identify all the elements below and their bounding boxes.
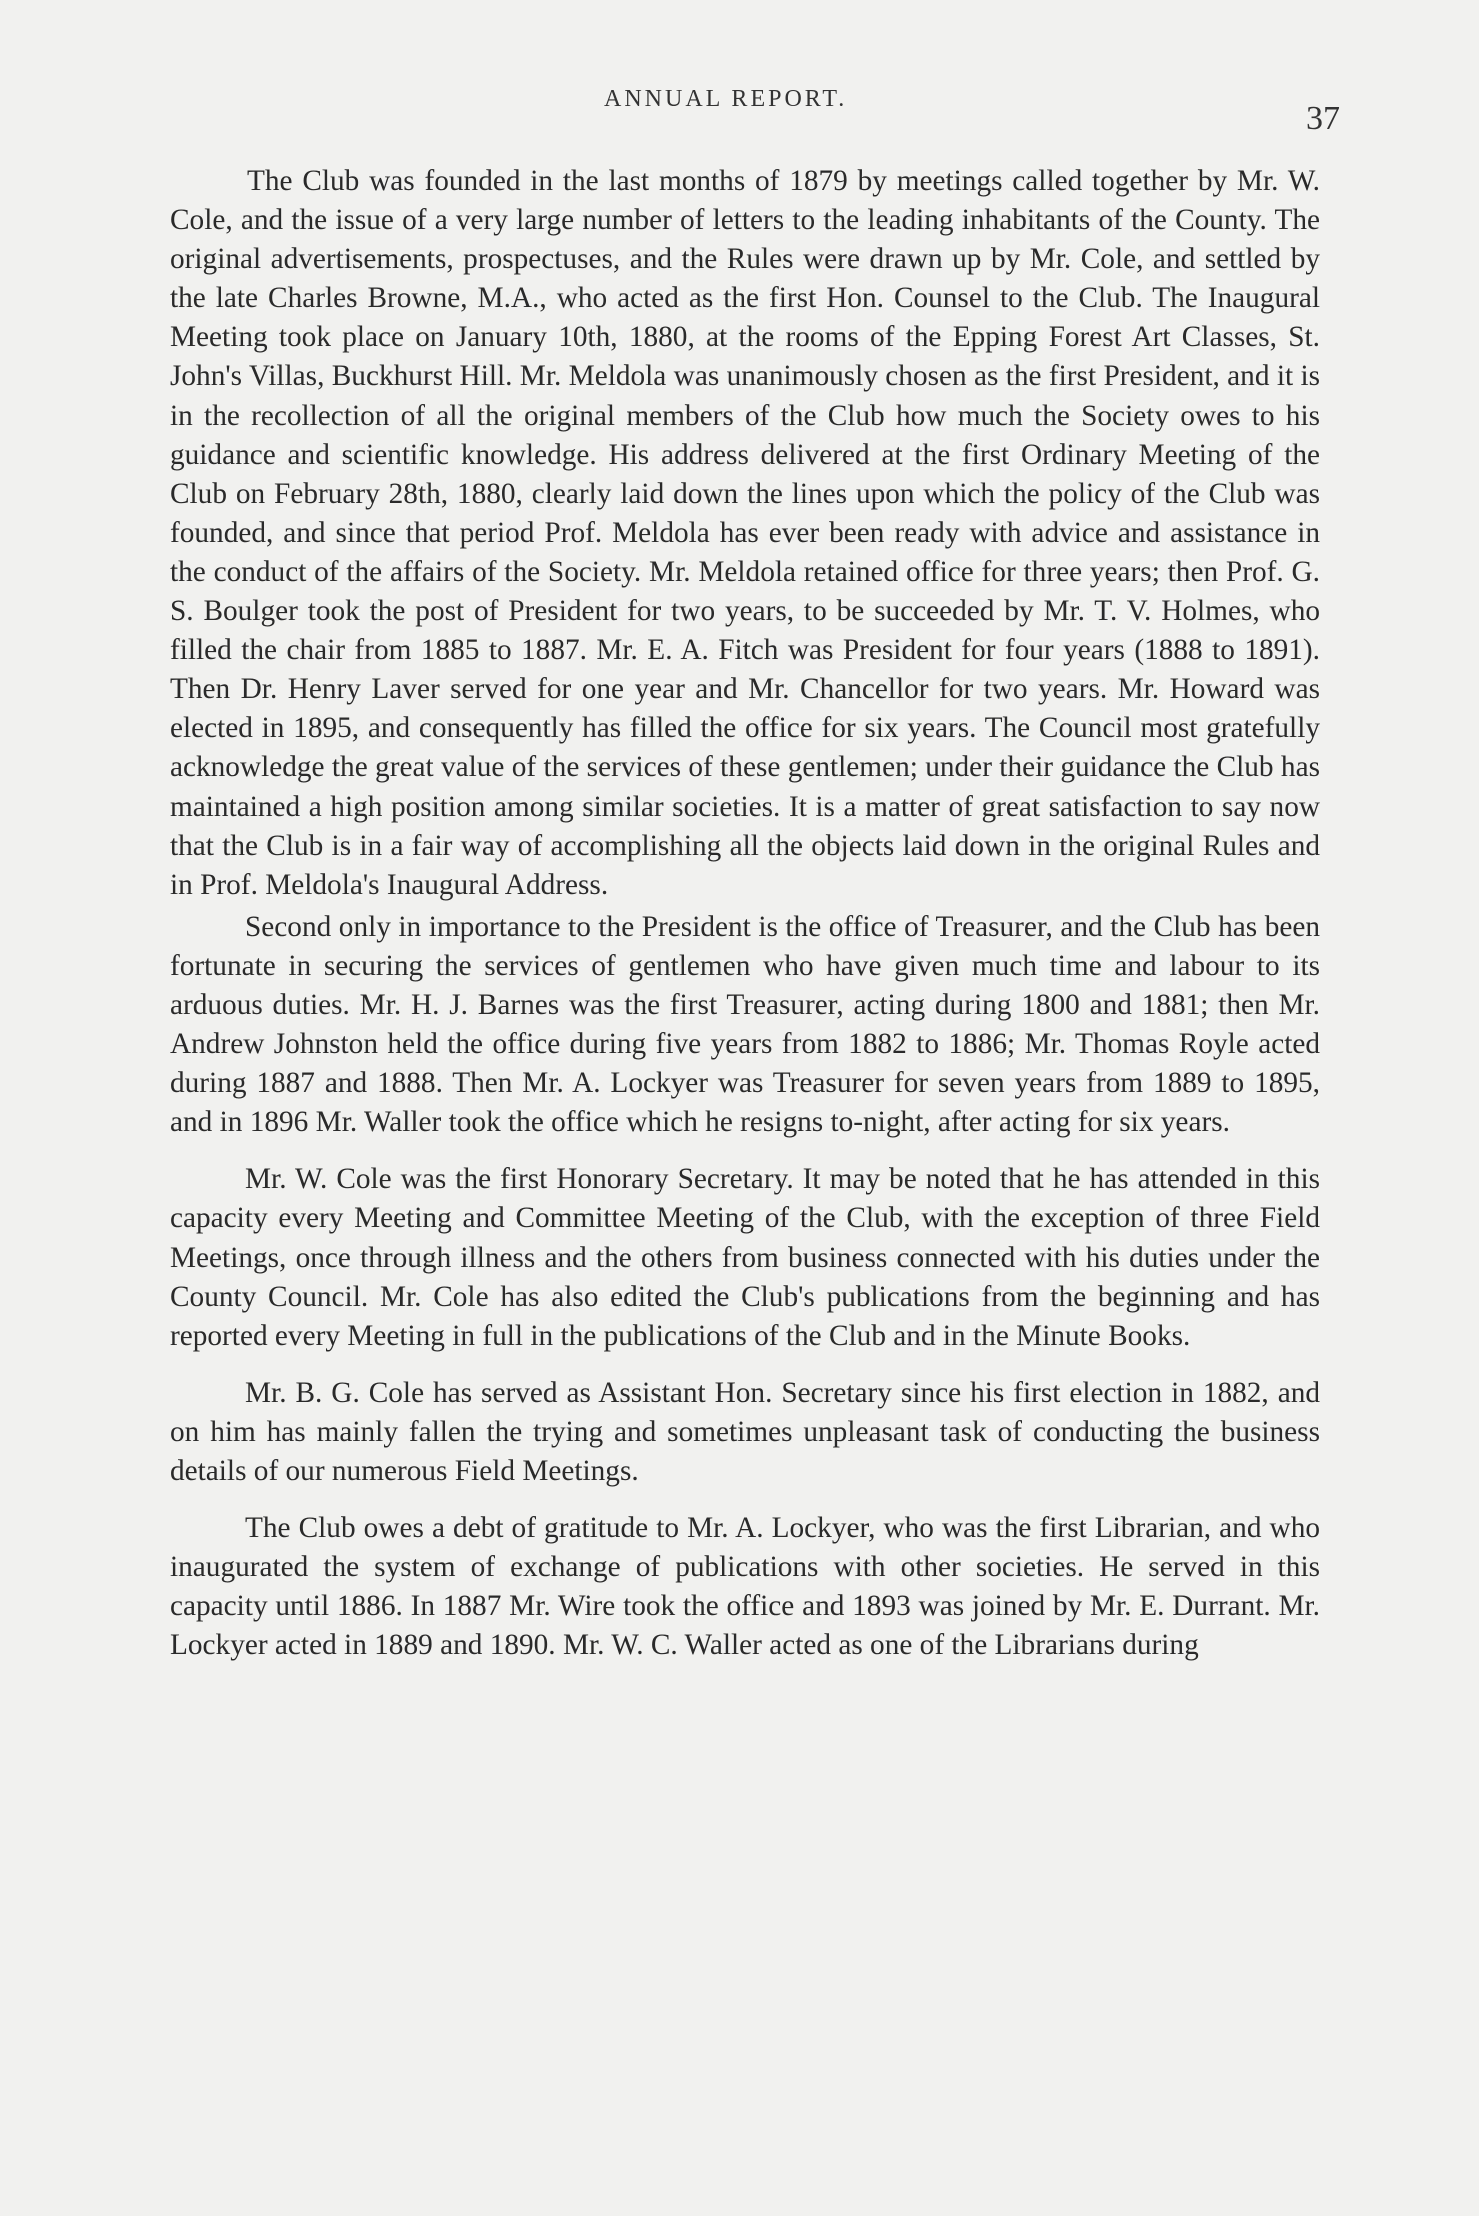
paragraph-assistant-secretary: Mr. B. G. Cole has served as Assistant Hon. Secretary since his first election in 1882, and on him has mainly fallen the trying and sometimes unpleasant task of conducting the business details of our numerous Field Meetings. (170, 1376, 1320, 1487)
paragraph-secretary: Mr. W. Cole was the first Honorary Secretary. It may be noted that he has attended in this capacity every Meeting and Committee Meeting of the Club, with the exception of three Field Meetings, once through illness and the others from business connected with his duties under the County Council. Mr. Cole has also edited the Club's publications from the beginning and has reported every Meeting in full in the publications of the Club and in the Minute Books. (170, 1163, 1320, 1352)
paragraph-treasurers: Second only in importance to the President is the office of Treasurer, and the Club has been fortunate in securing the services of gentlemen who have given much time and labour to its arduous duties. Mr. H. J. Barnes was the first Treasurer, acting during 1800 and 1881; then Mr. Andrew Johnston held the office during five years from 1882 to 1886; Mr. Thomas Royle acted during 1887 and 1888. Then Mr. A. Lockyer was Treasurer for seven years from 1889 to 1895, and in 1896 Mr. Waller took the office which he resigns to-night, after acting for six years. (170, 910, 1320, 1139)
body-text (170, 162, 1320, 1665)
paragraph-club-founding: The Club was founded in the last months of 1879 by meetings called together by Mr. W. Cole, and the issue of a very large number of letters to the leading inhabitants of the County. The original advertisements, prospectuses, and the Rules were drawn up by Mr. Cole, and settled by the late Charles Browne, M.A., who acted as the first Hon. Counsel to the Club. The Inaugural Meeting took place on January 10th, 1880, at the rooms of the Epping Forest Art Classes, St. John's Villas, Buckhurst Hill. Mr. Meldola was unanimously chosen as the first President, and it is in the recollection of all the original members of the Club how much the Society owes to his guidance and scientific knowledge. His address delivered at the first Ordinary Meeting of the Club on February 28th, 1880, clearly laid down the lines upon which the policy of the Club was founded, and since that period Prof. Meldola has ever been ready with advice and assistance in the conduct of the affairs of the Society. Mr. Meldola retained office for three years; then Prof. G. S. Boulger took the post of President for two years, to be succeeded by Mr. T. V. Holmes, who filled the chair from 1885 to 1887. Mr. E. A. Fitch was President for four years (1888 to 1891). Then Dr. Henry Laver served for one year and Mr. Chancellor for two years. Mr. Howard was elected in 1895, and consequently has filled the office for six years. The Council most gratefully acknowledge the great value of the services of these gentlemen; under their guidance the Club has maintained a high position among similar societies. It is a matter of great satisfaction to say now that the Club is in a fair way of accomplishing all the objects laid down in the original Rules and in Prof. Meldola's Inaugural Address. (170, 165, 1320, 901)
running-title: ANNUAL REPORT. (604, 86, 848, 112)
paragraph-librarians: The Club owes a debt of gratitude to Mr. A. Lockyer, who was the first Librarian, and who inaugurated the system of exchange of publications with other societies. He served in this capacity until 1886. In 1887 Mr. Wire took the office and 1893 was joined by Mr. E. Durrant. Mr. Lockyer acted in 1889 and 1890. Mr. W. C. Waller acted as one of the Librarians during (170, 1512, 1320, 1662)
page-number: 37 (1306, 100, 1340, 137)
running-head (0, 86, 1479, 137)
